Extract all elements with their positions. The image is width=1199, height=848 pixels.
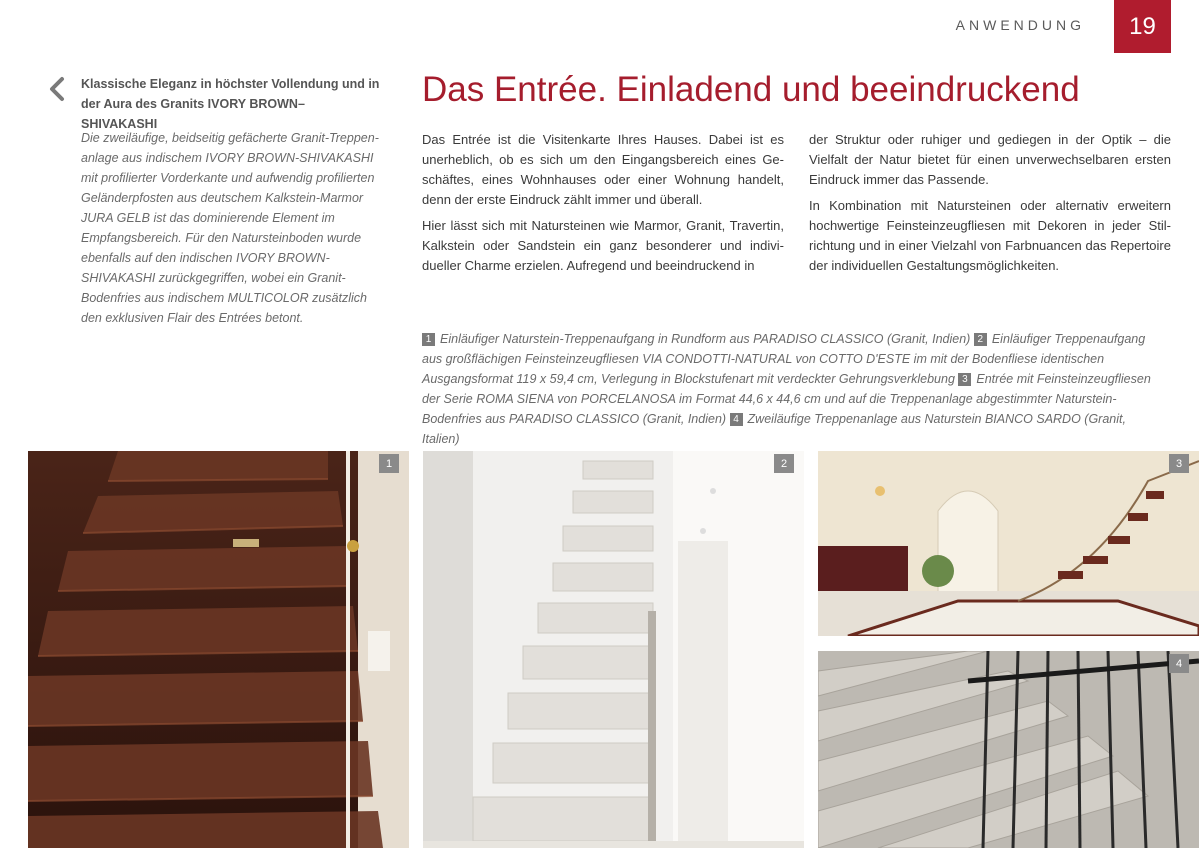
caption-number: 2 [974, 333, 987, 346]
photo-entrance-hall [818, 451, 1199, 636]
paragraph: Das Entrée ist die Visitenkarte Ihres Hauses. Dabei ist es unerheblich, ob es sich um den Eingangsbereich eines Geschäftes, eines Wohnhauses oder einer Wohnung handelt, denn der erste Eindruck zählt immer und überall. [422, 132, 784, 207]
sidebar-title: Klassische Eleganz in höchster Vollendung und in der Aura des Granits IVORY BROWN–SHIVAKASHI [81, 77, 380, 131]
caption-number: 1 [422, 333, 435, 346]
caption-text: Zweiläufige Treppenanlage aus Naturstein BIANCO SARDO (Granit, Italien) [422, 412, 1126, 446]
photo-granite-stairwell [818, 651, 1199, 848]
caption-text: Entrée mit Feinsteinzeugfliesen der Serie ROMA SIENA von PORCELANOSA im Format 44,6 x 44,6 cm und auf die Treppenanlage abgestimmter Naturstein-Bodenfries aus PARADISO CLASSICO (Granit, Indien) [422, 372, 1151, 426]
caption-text: Einläufiger Naturstein-Treppenaufgang in Rundform aus PARADISO CLASSICO (Granit, Indien) [440, 332, 974, 346]
caption-text: Einläufiger Treppenaufgang aus großflächigen Feinsteinzeugfliesen VIA CONDOTTI-NATURAL von COTTO D'ESTE im mit der Bodenfliese identischen Ausgangsformat 119 x 59,4 cm, Verlegung in Blockstufenart mit verdeckter Gehrungsverklebung [422, 332, 1146, 386]
photo-number-badge: 1 [379, 454, 399, 473]
photo-tile-stairs [423, 451, 804, 848]
paragraph: der Struktur oder ruhiger und gediegen in der Optik – die Vielfalt der Natur bietet für einen unverwechselbaren ersten Eindruck immer das Passende. [809, 132, 1171, 187]
section-label: ANWENDUNG [955, 17, 1085, 33]
paragraph: In Kombination mit Natursteinen oder alternativ erweitern hochwertige Feinsteinzeugfliesen mit Dekoren in jeder Stilrichtung und in einer Vielzahl von Farbnuancen das Repertoire der individuellen Gestaltungsmöglichkeiten. [809, 198, 1171, 273]
caption-number: 4 [730, 413, 743, 426]
page-number: 19 [1114, 0, 1171, 53]
text-column-1 [422, 130, 784, 282]
image-captions [422, 329, 1162, 449]
photo-number-badge: 3 [1169, 454, 1189, 473]
text-column-2 [809, 130, 1171, 282]
page-title: Das Entrée. Einladend und beeindruckend [422, 70, 1080, 109]
photo-number-badge: 2 [774, 454, 794, 473]
photo-granite-stairs [28, 451, 409, 848]
caption-number: 3 [958, 373, 971, 386]
chevron-left-icon[interactable] [46, 76, 70, 102]
sidebar-text: Die zweiläufige, beidseitig gefächerte Granit-Treppenanlage aus indischem IVORY BROWN-SHIVAKASHI mit profilierter Vorderkante und aufwendig profilierten Geländerpfosten aus deutschem Kalkstein-Marmor JURA GELB ist das dominierende Element im Empfangsbereich. Für den Natursteinboden wurde ebenfalls auf den indischen IVORY BROWN-SHIVAKASHI zurückgegriffen, wobei ein Granit-Bodenfries aus indischem MULTICOLOR zusätzlich den exklusiven Flair des Entrées betont. [81, 131, 379, 325]
paragraph: Hier lässt sich mit Natursteinen wie Marmor, Granit, Travertin, Kalkstein oder Sandstein ein ganz besonderer und individueller Charme erzielen. Aufregend und beeindruckend in [422, 218, 784, 273]
photo-number-badge: 4 [1169, 654, 1189, 673]
